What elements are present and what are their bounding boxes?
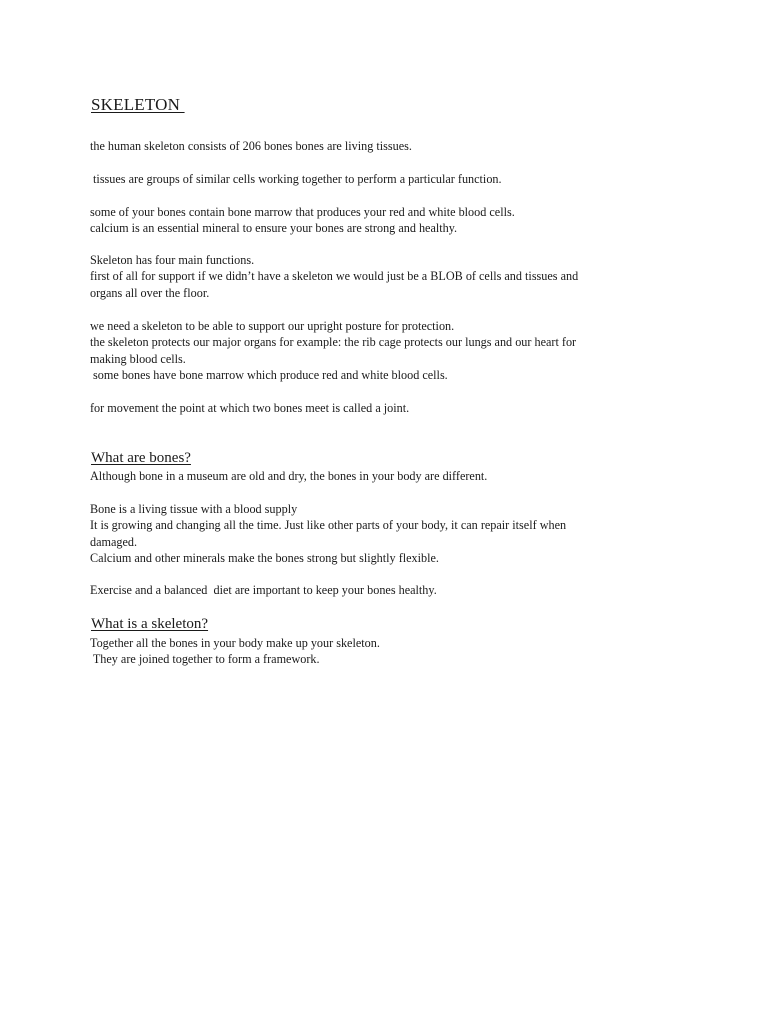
text-line: some bones have bone marrow which produce red and white blood cells.	[90, 367, 448, 382]
heading-what-is-a-skeleton: What is a skeleton?	[91, 616, 209, 632]
text-line: damaged.	[90, 534, 138, 549]
text-line: Calcium and other minerals make the bones strong but slightly flexible.	[90, 550, 439, 565]
paragraph-tissues	[90, 171, 655, 187]
text-line: first of all for support if we didn’t have a skeleton we would just be a BLOB of cells and tissues and	[90, 269, 579, 284]
paragraph-protection	[90, 318, 655, 383]
paragraph-living-tissue	[90, 501, 655, 566]
text-line: Together all the bones in your body make up your skeleton.	[90, 636, 380, 650]
text-line: They are joined together to form a framework.	[90, 652, 320, 667]
paragraph-bone-marrow	[90, 204, 655, 237]
document-title: SKELETON	[91, 95, 185, 114]
text-line: It is growing and changing all the time. Just like other parts of your body, it can repair itself when	[90, 518, 567, 533]
text-line: Skeleton has four main functions.	[90, 253, 255, 267]
text-line: calcium is an essential mineral to ensure your bones are strong and healthy.	[90, 221, 458, 236]
paragraph-movement	[90, 400, 655, 416]
paragraph-exercise-diet	[90, 582, 655, 598]
text-line: the human skeleton consists of 206 bones bones are living tissues.	[90, 139, 412, 153]
text-line: organs all over the floor.	[90, 285, 210, 300]
paragraph-skeleton-bones	[90, 138, 655, 154]
text-line: some of your bones contain bone marrow that produces your red and white blood cells.	[90, 205, 515, 219]
heading-what-are-bones: What are bones?	[91, 450, 191, 466]
text-line: tissues are groups of similar cells working together to perform a particular function.	[90, 172, 502, 186]
text-line: Bone is a living tissue with a blood supply	[90, 502, 298, 516]
text-line: Exercise and a balanced diet are important to keep your bones healthy.	[90, 583, 437, 597]
text-line: the skeleton protects our major organs for example: the rib cage protects our lungs and our heart for	[90, 335, 577, 350]
text-line: Although bone in a museum are old and dry, the bones in your body are different.	[90, 469, 488, 483]
text-line: we need a skeleton to be able to support our upright posture for protection.	[90, 319, 455, 333]
paragraph-museum-bones	[90, 468, 655, 484]
paragraph-framework	[90, 635, 655, 668]
paragraph-four-functions	[90, 252, 655, 301]
text-line: making blood cells.	[90, 351, 186, 366]
text-line: for movement the point at which two bones meet is called a joint.	[90, 401, 410, 415]
